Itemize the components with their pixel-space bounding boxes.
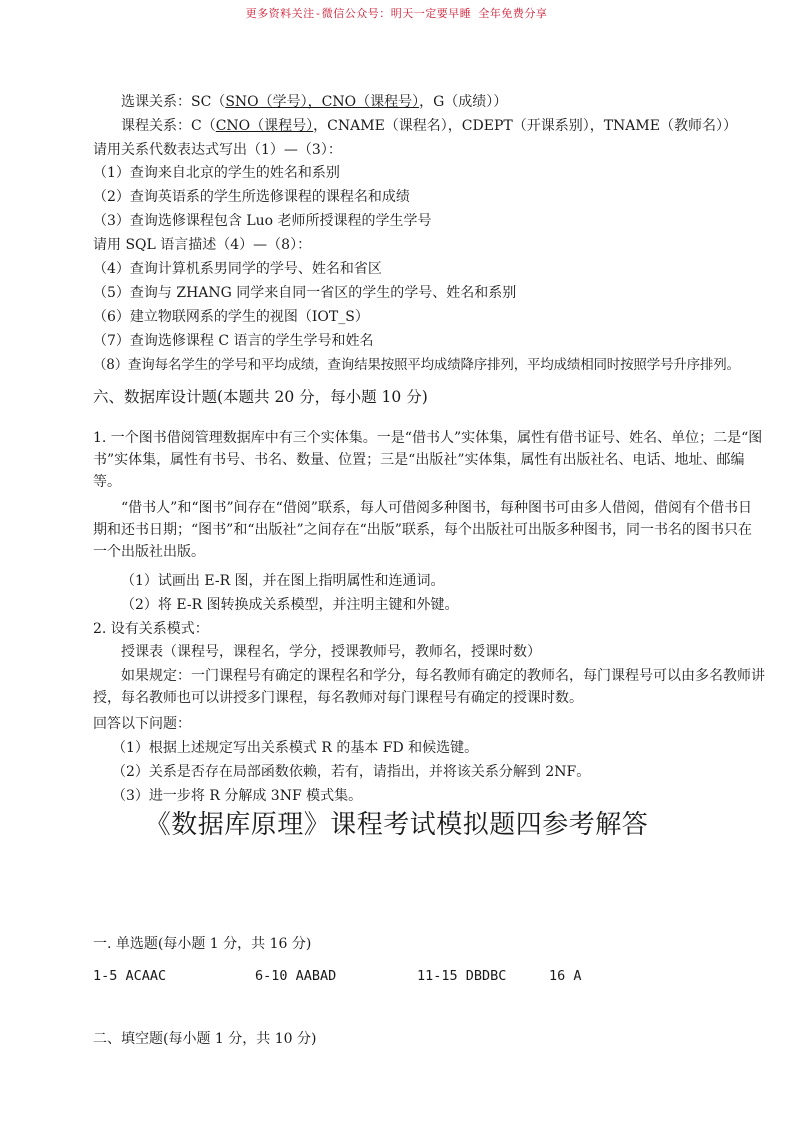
section6-heading: 六、数据库设计题(本题共 20 分，每小题 10 分)	[93, 388, 428, 406]
header-notice: 更多资料关注-微信公众号：明天一定要早睡 全年免费分享	[245, 7, 548, 20]
sc-key: SNO（学号），CNO（课程号）	[225, 94, 420, 110]
answer-group-2: 6-10 AABAD	[255, 968, 337, 984]
schema-line: 授课表（课程号，课程名，学分，授课教师号，教师名，授课时数）	[121, 644, 541, 660]
question-2: （2）查询英语系的学生所选修课程的课程名和成绩	[93, 189, 410, 205]
c-key: CNO（课程号）	[215, 118, 314, 134]
answer-title: 《数据库原理》课程考试模拟题四参考解答	[144, 810, 649, 840]
answer-group-4: 16 A	[549, 968, 582, 984]
question-7: （7）查询选修课程 C 语言的学生学号和姓名	[93, 333, 374, 349]
sc-relation	[121, 91, 793, 113]
question-4: （4）查询计算机系男同学的学号、姓名和省区	[93, 261, 382, 277]
answer-group-1: 1-5 ACAAC	[93, 968, 167, 984]
question-8: （8）查询每名学生的学号和平均成绩，查询结果按照平均成绩降序排列，平均成绩相同时按照学号升序排列。	[93, 357, 740, 373]
sql-intro: 请用 SQL 语言描述（4）—（8）：	[93, 237, 312, 253]
c-prefix: 课程关系：C（	[121, 118, 216, 134]
answer-q3: （3）进一步将 R 分解成 3NF 模式集。	[112, 788, 363, 804]
answer-group-3: 11-15 DBDBC	[417, 968, 507, 984]
part1-heading: 一. 单选题(每小题 1 分，共 16 分)	[93, 936, 312, 952]
rule-paragraph: 如果规定：一门课程号有确定的课程名和学分，每名教师有确定的教师名，每门课程号可以由多名教师讲授，每名教师也可以讲授多门课程，每名教师对每门课程号有确定的授课时数。	[93, 668, 765, 706]
algebra-intro: 请用关系代数表达式写出（1）—（3）：	[93, 142, 342, 158]
part2-heading: 二、填空题(每小题 1 分，共 10 分)	[93, 1031, 317, 1047]
question2-title: 2. 设有关系模式：	[93, 621, 209, 637]
answer-intro: 回答以下问题：	[93, 716, 191, 732]
c-relation	[121, 115, 793, 137]
question-6: （6）建立物联网系的学生的视图（IOT_S）	[93, 309, 369, 325]
sc-prefix: 选课关系：SC（	[121, 94, 226, 110]
question-1: （1）查询来自北京的学生的姓名和系别	[93, 165, 340, 181]
design-paragraph-1: 1. 一个图书借阅管理数据库中有三个实体集。一是“借书人”实体集，属性有借书证号、姓名、单位；二是“图书”实体集，属性有书号、书名、数量、位置；三是“出版社”实体集，属性有出版社名、电话、地址、邮编等。	[93, 430, 763, 490]
question-3: （3）查询选修课程包含 Luo 老师所授课程的学生学号	[93, 213, 432, 229]
design-sub-2: （2）将 E-R 图转换成关系模型，并注明主键和外键。	[121, 597, 459, 613]
design-sub-1: （1）试画出 E-R 图，并在图上指明属性和连通词。	[121, 573, 445, 589]
answer-q2: （2）关系是否存在局部函数依赖，若有，请指出，并将该关系分解到 2NF。	[112, 764, 591, 780]
c-suffix: ，CNAME（课程名），CDEPT（开课系别），TNAME（教师名））	[313, 118, 737, 134]
sc-suffix: ，G（成绩））	[419, 94, 508, 110]
design-paragraph-2: “借书人”和“图书”间存在“借阅”联系，每人可借阅多种图书，每种图书可由多人借阅，借阅有个借书日期和还书日期；“图书”和“出版社”之间存在“出版”联系，每个出版社可出版多种图书，同一书名的图书只在一个出版社出版。	[93, 500, 752, 560]
answer-q1: （1）根据上述规定写出关系模式 R 的基本 FD 和候选键。	[112, 740, 479, 756]
question-5: （5）查询与 ZHANG 同学来自同一省区的学生的学号、姓名和系别	[93, 285, 517, 301]
